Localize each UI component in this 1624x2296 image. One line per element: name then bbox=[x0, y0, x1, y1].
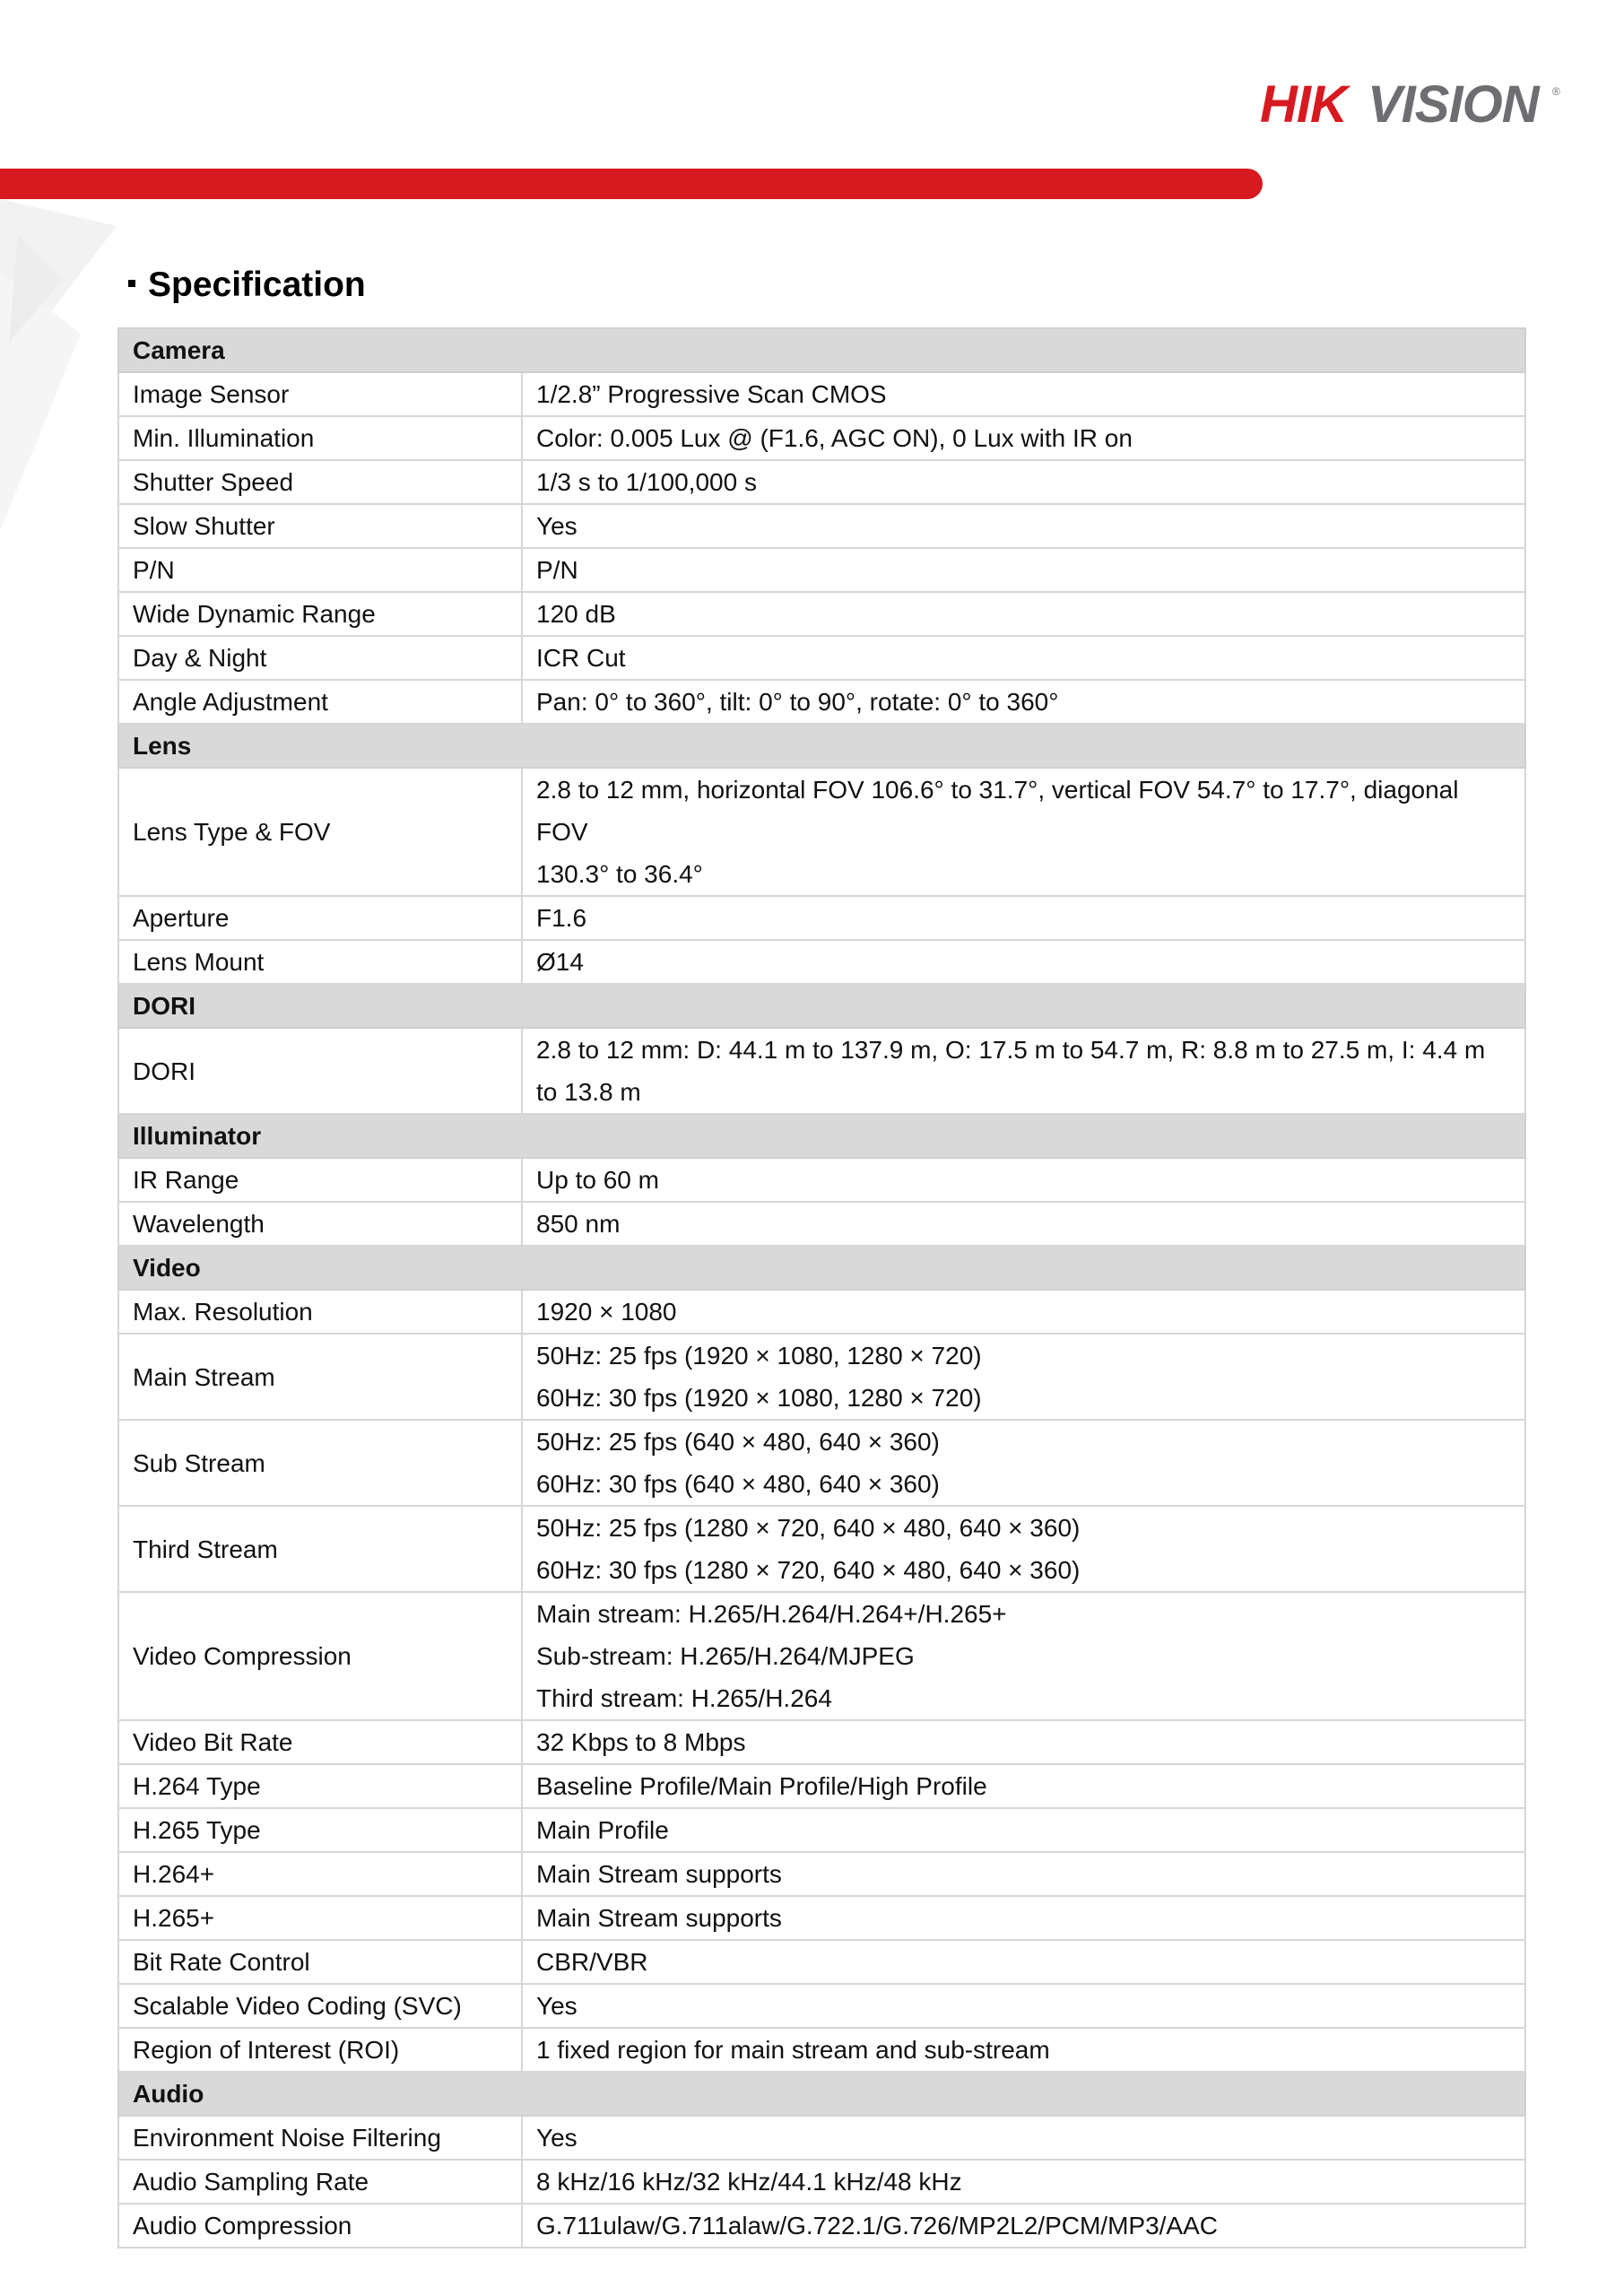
table-row bbox=[118, 680, 1525, 724]
spec-value bbox=[522, 504, 1525, 548]
spec-value-line: 60Hz: 30 fps (640 × 480, 640 × 360) bbox=[536, 1470, 940, 1498]
spec-value bbox=[522, 372, 1525, 416]
spec-key: H.265+ bbox=[118, 1896, 522, 1940]
spec-value-line: ICR Cut bbox=[536, 644, 626, 672]
spec-value-line: Pan: 0° to 360°, tilt: 0° to 90°, rotate: 0° to 360° bbox=[536, 688, 1059, 716]
spec-value-line: 1/3 s to 1/100,000 s bbox=[536, 468, 757, 496]
spec-key: Wide Dynamic Range bbox=[118, 592, 522, 636]
section-header-row bbox=[118, 724, 1525, 768]
section-title: DORI bbox=[118, 984, 1525, 1028]
table-row bbox=[118, 896, 1525, 940]
spec-value-line: Main Stream supports bbox=[536, 1904, 782, 1932]
page-title: Specification bbox=[128, 265, 366, 305]
spec-key: Third Stream bbox=[118, 1506, 522, 1592]
spec-value-line: Yes bbox=[536, 1992, 578, 2020]
section-header-row bbox=[118, 984, 1525, 1028]
spec-table bbox=[117, 327, 1526, 2248]
spec-value-line: 2.8 to 12 mm: D: 44.1 m to 137.9 m, O: 17.5 m to 54.7 m, R: 8.8 m to 27.5 m, I: 4.4 m bbox=[536, 1036, 1486, 1064]
spec-key: Scalable Video Coding (SVC) bbox=[118, 1984, 522, 2028]
spec-value bbox=[522, 2028, 1525, 2072]
spec-value bbox=[522, 2116, 1525, 2160]
spec-value-line: Main Profile bbox=[536, 1816, 669, 1844]
table-row bbox=[118, 940, 1525, 984]
spec-value-line: G.711ulaw/G.711alaw/G.722.1/G.726/MP2L2/PCM/MP3/AAC bbox=[536, 2212, 1219, 2239]
spec-value bbox=[522, 1896, 1525, 1940]
spec-value bbox=[522, 1028, 1525, 1114]
svg-text:HIK: HIK bbox=[1260, 75, 1347, 133]
spec-value-line: Color: 0.005 Lux @ (F1.6, AGC ON), 0 Lux with IR on bbox=[536, 424, 1133, 452]
spec-key: Min. Illumination bbox=[118, 416, 522, 460]
table-row bbox=[118, 460, 1525, 504]
spec-key: Lens Type & FOV bbox=[118, 768, 522, 896]
header-red-bar bbox=[0, 169, 1263, 199]
section-header-row bbox=[118, 1246, 1525, 1290]
spec-key: Video Compression bbox=[118, 1592, 522, 1720]
spec-key: Max. Resolution bbox=[118, 1290, 522, 1334]
spec-value-line: 8 kHz/16 kHz/32 kHz/44.1 kHz/48 kHz bbox=[536, 2168, 962, 2196]
spec-value-line: Up to 60 m bbox=[536, 1166, 659, 1194]
spec-value bbox=[522, 1720, 1525, 1764]
spec-value-line: Sub-stream: H.265/H.264/MJPEG bbox=[536, 1642, 915, 1670]
spec-value-line: 1920 × 1080 bbox=[536, 1298, 677, 1326]
spec-value bbox=[522, 768, 1525, 896]
table-row bbox=[118, 636, 1525, 680]
spec-value bbox=[522, 940, 1525, 984]
spec-value bbox=[522, 1984, 1525, 2028]
spec-value-line: F1.6 bbox=[536, 904, 587, 932]
spec-value-line: 60Hz: 30 fps (1920 × 1080, 1280 × 720) bbox=[536, 1384, 982, 1412]
table-row bbox=[118, 2116, 1525, 2160]
table-row bbox=[118, 1940, 1525, 1984]
spec-value-line: 120 dB bbox=[536, 600, 616, 628]
spec-value-line: CBR/VBR bbox=[536, 1948, 648, 1976]
spec-key: Bit Rate Control bbox=[118, 1940, 522, 1984]
spec-value bbox=[522, 1852, 1525, 1896]
section-title: Lens bbox=[118, 724, 1525, 768]
spec-key: P/N bbox=[118, 548, 522, 592]
spec-key: Main Stream bbox=[118, 1334, 522, 1420]
spec-value-line: 1 fixed region for main stream and sub-stream bbox=[536, 2036, 1050, 2064]
spec-key: Day & Night bbox=[118, 636, 522, 680]
spec-value bbox=[522, 1506, 1525, 1592]
spec-value bbox=[522, 1940, 1525, 1984]
spec-key: Aperture bbox=[118, 896, 522, 940]
spec-value-line: 50Hz: 25 fps (1280 × 720, 640 × 480, 640 × 360) bbox=[536, 1514, 1081, 1542]
spec-key: IR Range bbox=[118, 1158, 522, 1202]
spec-key: DORI bbox=[118, 1028, 522, 1114]
spec-key: Audio Sampling Rate bbox=[118, 2160, 522, 2204]
spec-key: Region of Interest (ROI) bbox=[118, 2028, 522, 2072]
spec-value-line: P/N bbox=[536, 556, 578, 584]
table-row bbox=[118, 1420, 1525, 1506]
spec-key: Audio Compression bbox=[118, 2204, 522, 2248]
decorative-watermark bbox=[0, 199, 126, 531]
spec-key: Sub Stream bbox=[118, 1420, 522, 1506]
table-row bbox=[118, 1896, 1525, 1940]
spec-value bbox=[522, 1334, 1525, 1420]
section-title: Audio bbox=[118, 2072, 1525, 2116]
svg-text:VISION: VISION bbox=[1368, 75, 1539, 133]
spec-value bbox=[522, 416, 1525, 460]
spec-value-line: 50Hz: 25 fps (1920 × 1080, 1280 × 720) bbox=[536, 1342, 982, 1370]
spec-value bbox=[522, 1764, 1525, 1808]
spec-value bbox=[522, 2160, 1525, 2204]
spec-value bbox=[522, 636, 1525, 680]
spec-value-line: 2.8 to 12 mm, horizontal FOV 106.6° to 31.7°, vertical FOV 54.7° to 17.7°, diagonal FOV bbox=[536, 776, 1459, 846]
spec-key: Environment Noise Filtering bbox=[118, 2116, 522, 2160]
spec-value bbox=[522, 1420, 1525, 1506]
spec-value-line: 60Hz: 30 fps (1280 × 720, 640 × 480, 640 × 360) bbox=[536, 1556, 1081, 1584]
spec-value bbox=[522, 2204, 1525, 2248]
spec-value-line: 50Hz: 25 fps (640 × 480, 640 × 360) bbox=[536, 1428, 940, 1456]
spec-value-line: 32 Kbps to 8 Mbps bbox=[536, 1728, 746, 1756]
spec-key: Lens Mount bbox=[118, 940, 522, 984]
table-row bbox=[118, 1764, 1525, 1808]
table-row bbox=[118, 1202, 1525, 1246]
svg-text:®: ® bbox=[1552, 85, 1560, 98]
spec-value-line: Baseline Profile/Main Profile/High Profile bbox=[536, 1772, 987, 1800]
spec-value bbox=[522, 896, 1525, 940]
spec-value bbox=[522, 1592, 1525, 1720]
spec-value-line: Ø14 bbox=[536, 948, 584, 976]
spec-key: Angle Adjustment bbox=[118, 680, 522, 724]
table-row bbox=[118, 1592, 1525, 1720]
spec-key: H.264+ bbox=[118, 1852, 522, 1896]
section-title: Video bbox=[118, 1246, 1525, 1290]
table-row bbox=[118, 2204, 1525, 2248]
spec-value bbox=[522, 1290, 1525, 1334]
section-header-row bbox=[118, 2072, 1525, 2116]
table-row bbox=[118, 1028, 1525, 1114]
table-row bbox=[118, 592, 1525, 636]
spec-key: Video Bit Rate bbox=[118, 1720, 522, 1764]
spec-value bbox=[522, 1808, 1525, 1852]
table-row bbox=[118, 2028, 1525, 2072]
table-row bbox=[118, 1808, 1525, 1852]
spec-key: H.265 Type bbox=[118, 1808, 522, 1852]
spec-value-line: Main Stream supports bbox=[536, 1860, 782, 1888]
section-title: Camera bbox=[118, 328, 1525, 372]
spec-key: H.264 Type bbox=[118, 1764, 522, 1808]
spec-value-line: 130.3° to 36.4° bbox=[536, 860, 703, 888]
spec-value-line: Yes bbox=[536, 512, 578, 540]
spec-value-line: Yes bbox=[536, 2124, 578, 2152]
spec-value bbox=[522, 548, 1525, 592]
spec-value bbox=[522, 1158, 1525, 1202]
spec-key: Image Sensor bbox=[118, 372, 522, 416]
table-row bbox=[118, 1334, 1525, 1420]
spec-value bbox=[522, 460, 1525, 504]
section-header-row bbox=[118, 328, 1525, 372]
spec-key: Shutter Speed bbox=[118, 460, 522, 504]
spec-key: Wavelength bbox=[118, 1202, 522, 1246]
section-header-row bbox=[118, 1114, 1525, 1158]
spec-value-line: 1/2.8” Progressive Scan CMOS bbox=[536, 380, 887, 408]
spec-value bbox=[522, 592, 1525, 636]
bullet-icon bbox=[128, 280, 135, 287]
table-row bbox=[118, 1506, 1525, 1592]
table-row bbox=[118, 1720, 1525, 1764]
spec-key: Slow Shutter bbox=[118, 504, 522, 548]
table-row bbox=[118, 768, 1525, 896]
table-row bbox=[118, 504, 1525, 548]
table-row bbox=[118, 416, 1525, 460]
table-row bbox=[118, 1852, 1525, 1896]
spec-value bbox=[522, 680, 1525, 724]
table-row bbox=[118, 372, 1525, 416]
hikvision-logo bbox=[1260, 75, 1565, 133]
section-title: Illuminator bbox=[118, 1114, 1525, 1158]
table-row bbox=[118, 1158, 1525, 1202]
table-row bbox=[118, 1290, 1525, 1334]
spec-value-line: to 13.8 m bbox=[536, 1078, 641, 1106]
spec-value-line: Third stream: H.265/H.264 bbox=[536, 1684, 832, 1712]
spec-value-line: Main stream: H.265/H.264/H.264+/H.265+ bbox=[536, 1600, 1007, 1628]
spec-value bbox=[522, 1202, 1525, 1246]
spec-value-line: 850 nm bbox=[536, 1210, 621, 1238]
table-row bbox=[118, 2160, 1525, 2204]
table-row bbox=[118, 1984, 1525, 2028]
table-row bbox=[118, 548, 1525, 592]
